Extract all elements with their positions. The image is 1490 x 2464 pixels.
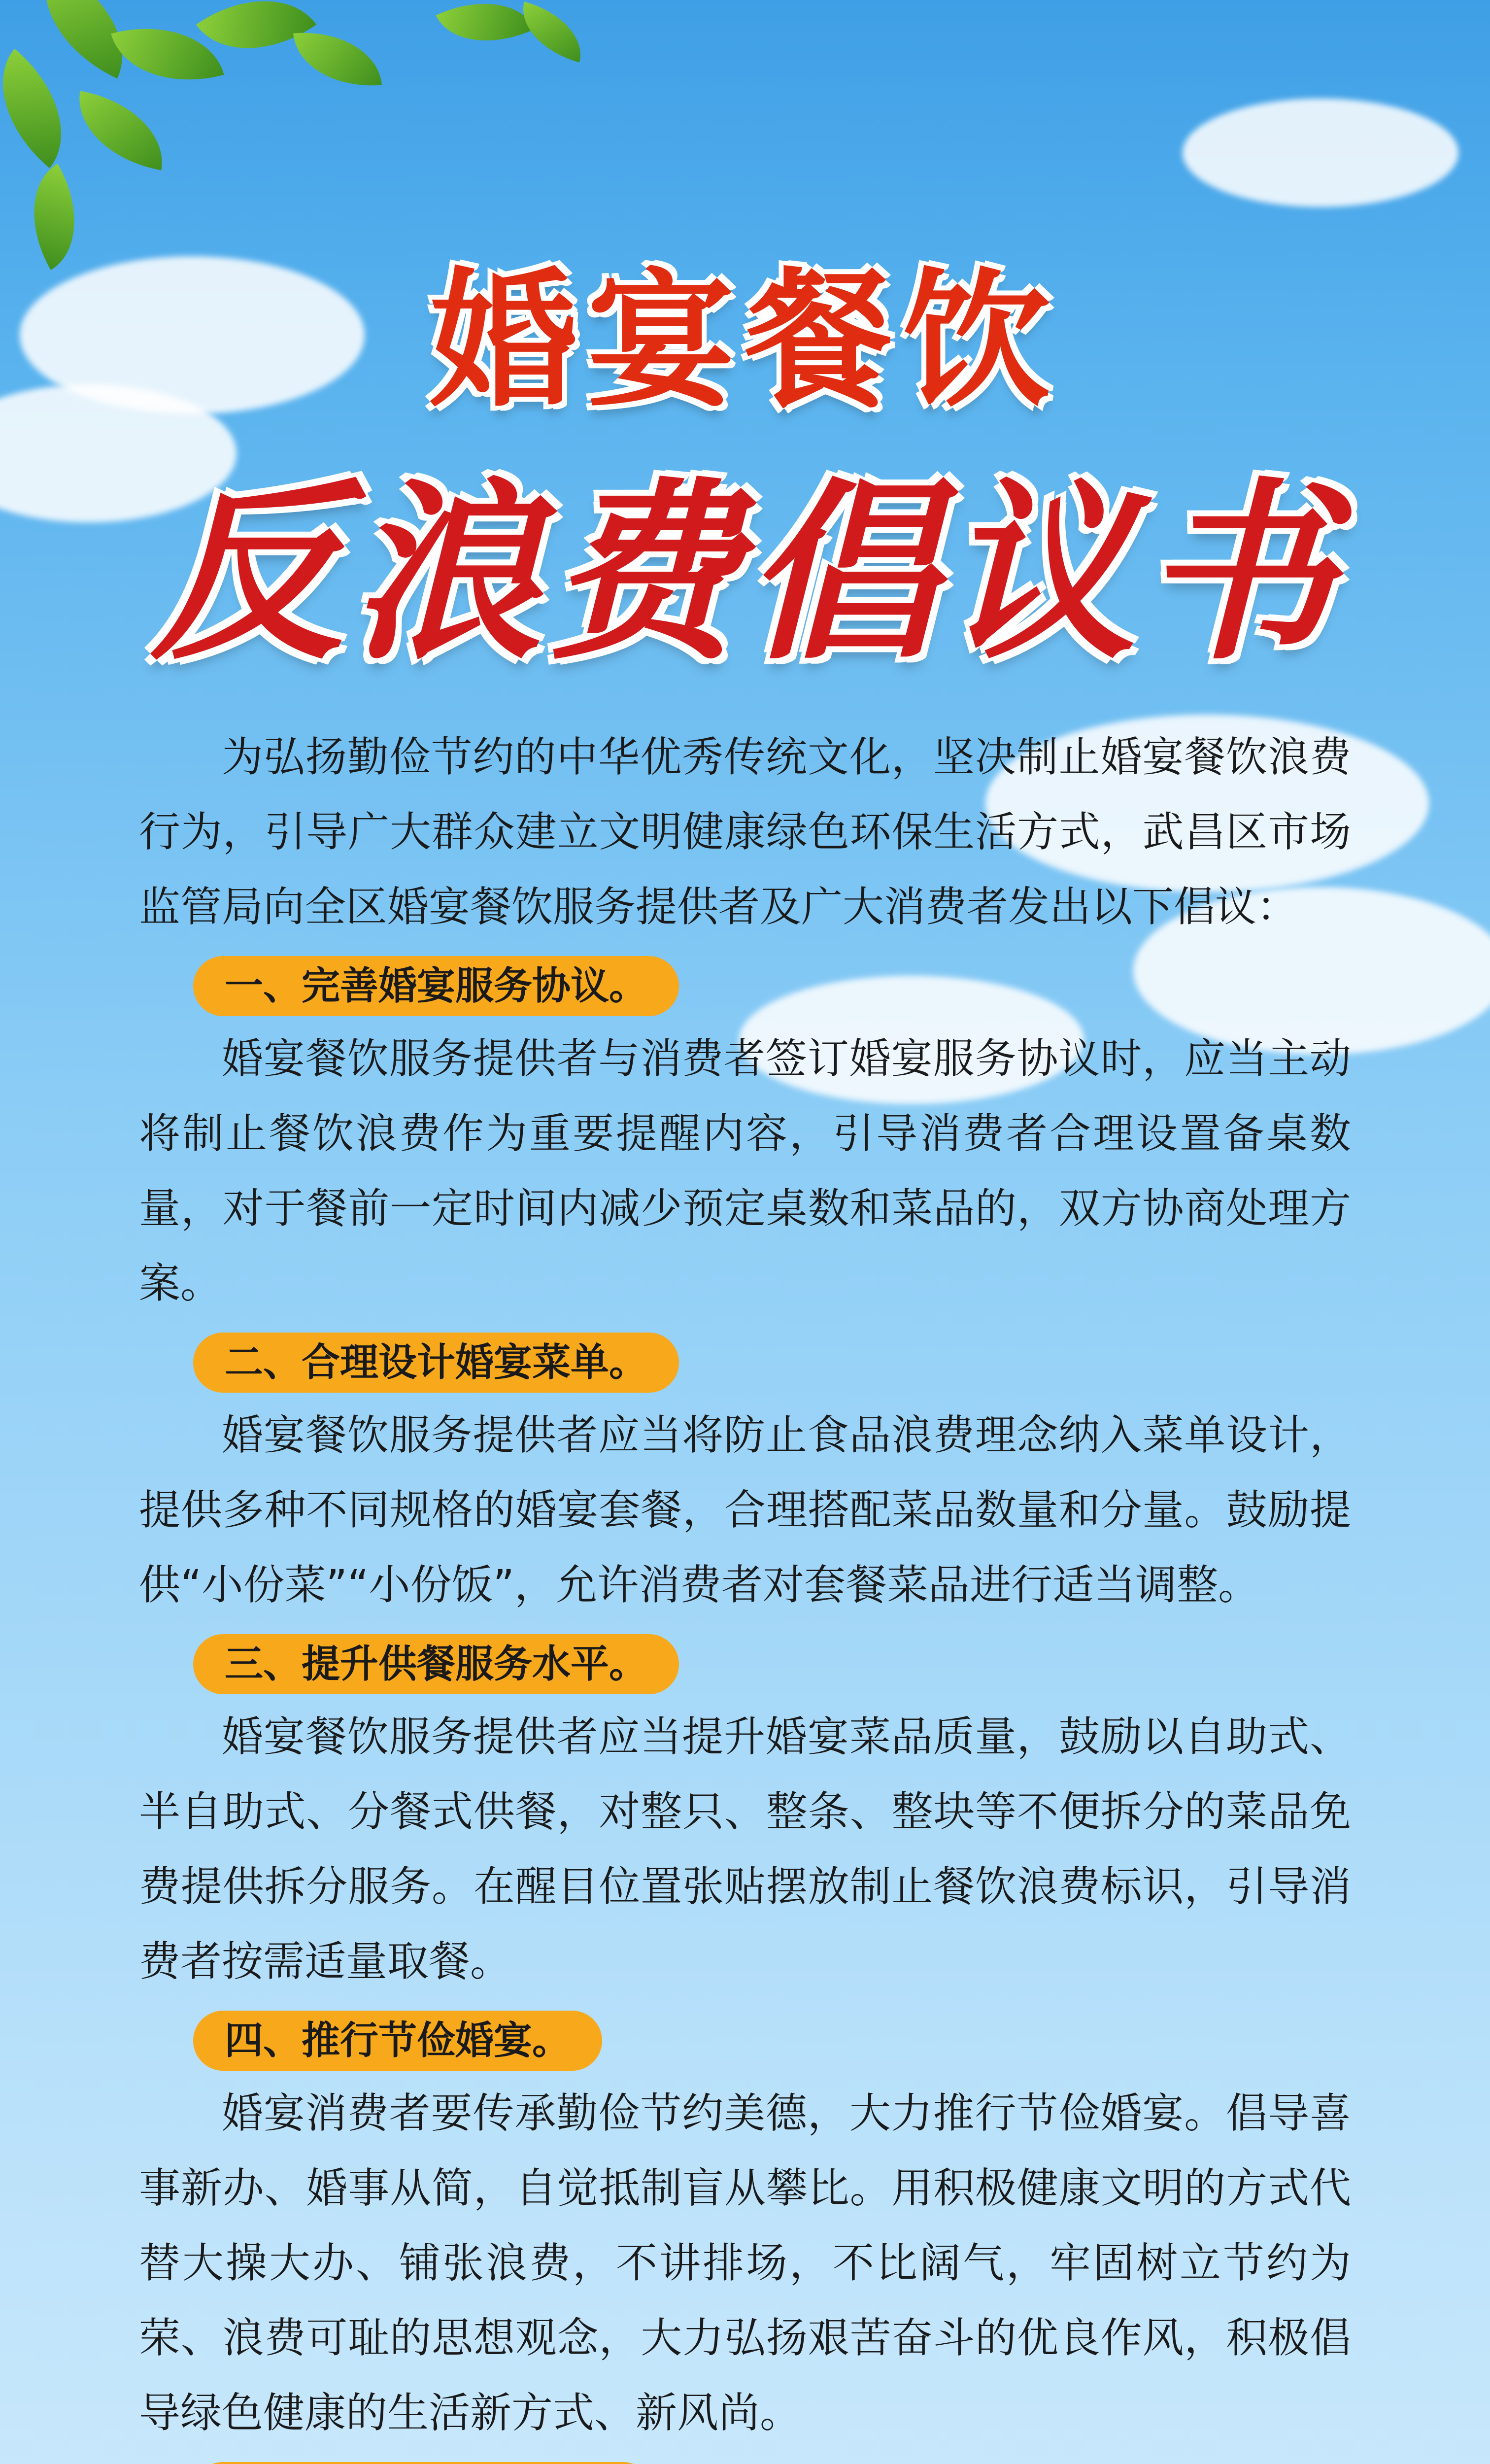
section-body: 婚宴餐饮服务提供者与消费者签订婚宴服务协议时，应当主动将制止餐饮浪费作为重要提醒内容，引导消费者合理设置备桌数量，对于餐前一定时间内减少预定桌数和菜品的，双方协商处理方案。 — [139, 1034, 1351, 1307]
leaf-shape — [293, 26, 382, 92]
section-heading — [193, 2462, 653, 2464]
leaf-shape — [69, 91, 172, 170]
intro-paragraph: 为弘扬勤俭节约的中华优秀传统文化，坚决制止婚宴餐饮浪费行为，引导广大群众建立文明健康绿色环保生活方式，武昌区市场监管局向全区婚宴餐饮服务提供者及广大消费者发出以下倡议： — [139, 733, 1351, 931]
section-2 — [139, 1330, 1351, 1622]
section-heading: 二、合理设计婚宴菜单。 — [193, 1333, 679, 1393]
section-heading: 一、完善婚宴服务协议。 — [193, 956, 679, 1016]
proposal-body — [139, 719, 1351, 2464]
leaf-shape — [436, 0, 535, 65]
section-1 — [139, 953, 1351, 1321]
section-3 — [139, 1631, 1351, 1999]
section-body: 婚宴消费者要传承勤俭节约美德，大力推行节俭婚宴。倡导喜事新办、婚事从简，自觉抵制盲从攀比。用积极健康文明的方式代替大操大办、铺张浪费，不讲排场，不比阔气，牢固树立节约为荣、浪费可耻的思想观念，大力弘扬艰苦奋斗的优良作风，积极倡导绿色健康的生活新方式、新风尚。 — [139, 2089, 1351, 2437]
cloud — [1183, 99, 1458, 207]
section-body: 婚宴餐饮服务提供者应当提升婚宴菜品质量，鼓励以自助式、半自助式、分餐式供餐，对整只、整条、整块等不便拆分的菜品免费提供拆分服务。在醒目位置张贴摆放制止餐饮浪费标识，引导消费者按需适量取餐。 — [139, 1712, 1351, 1985]
leaf-shape — [0, 49, 94, 168]
section-4 — [139, 2008, 1351, 2450]
section-heading: 三、提升供餐服务水平。 — [193, 1634, 679, 1694]
section-5 — [139, 2459, 1351, 2464]
title-line-1: 婚宴餐饮 — [430, 255, 1060, 427]
title-line-2: 反浪费倡议书 — [151, 460, 1339, 685]
section-heading: 四、推行节俭婚宴。 — [193, 2011, 602, 2071]
section-body: 婚宴餐饮服务提供者应当将防止食品浪费理念纳入菜单设计，提供多种不同规格的婚宴套餐，合理搭配菜品数量和分量。鼓励提供“小份菜”“小份饭”，允许消费者对套餐菜品进行适当调整。 — [139, 1411, 1351, 1609]
